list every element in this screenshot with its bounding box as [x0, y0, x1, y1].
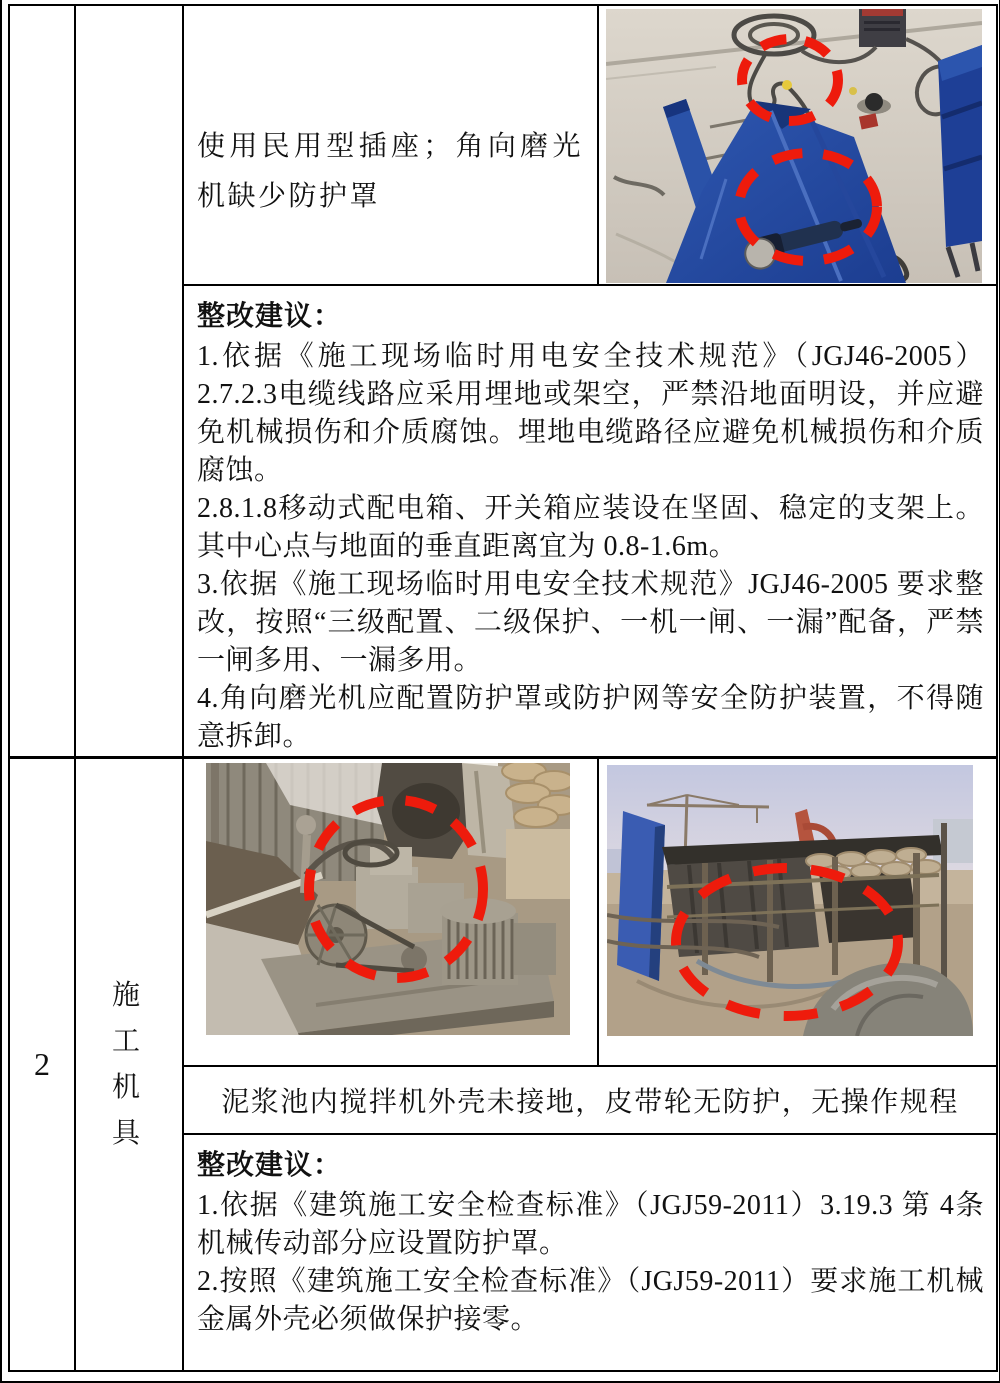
issue-photo-cell-right — [599, 759, 996, 1065]
recommendation-title: 整改建议： — [197, 1150, 343, 1181]
recommendation-section — [184, 286, 996, 756]
content-cell — [184, 6, 996, 756]
issue-photos-section — [184, 759, 996, 1067]
row-index: 2 — [34, 1046, 50, 1082]
issue-description: 泥浆池内搅拌机外壳未接地，皮带轮无防护，无操作规程 — [184, 1067, 996, 1135]
safety-inspection-table — [8, 4, 998, 1372]
category-label: 施工机具 — [111, 979, 146, 1149]
index-cell — [10, 759, 76, 1370]
recommendation-item: 1.依据《建筑施工安全检查标准》（JGJ59-2011）3.19.3 第 4条机械传动部分应设置防护罩。 — [197, 1190, 984, 1259]
issue-photo-cell-left — [184, 759, 599, 1065]
category-cell-empty — [76, 6, 184, 756]
category-cell — [76, 759, 184, 1370]
issue-photo-cell — [599, 6, 996, 284]
index-cell-empty — [10, 6, 76, 756]
issue-description: 使用民用型插座；角向磨光机缺少防护罩 — [184, 6, 599, 284]
recommendation-item: 3.依据《施工现场临时用电安全技术规范》JGJ46-2005 要求整改，按照“三级配置、二级保护、一机一闸、一漏”配备，严禁一闸多用、一漏多用。 — [197, 569, 984, 676]
recommendation-item: 2.8.1.8移动式配电箱、开关箱应装设在坚固、稳定的支架上。其中心点与地面的垂直距离宜为 0.8-1.6m。 — [197, 493, 984, 562]
recommendation-section — [184, 1135, 996, 1370]
table-row-machinery — [10, 759, 996, 1370]
recommendation-item: 1.依据《施工现场临时用电安全技术规范》（JGJ46-2005）2.7.2.3电缆线路应采用埋地或架空，严禁沿地面明设，并应避免机械损伤和介质腐蚀。埋地电缆路径应避免机械损伤和介质腐蚀。 — [197, 341, 984, 486]
issue-section — [184, 6, 996, 286]
content-cell — [184, 759, 996, 1370]
recommendation-item: 2.按照《建筑施工安全检查标准》（JGJ59-2011）要求施工机械金属外壳必须做保护接零。 — [197, 1266, 984, 1335]
recommendation-title: 整改建议： — [197, 301, 343, 332]
recommendation-item: 4.角向磨光机应配置防护罩或防护网等安全防护装置，不得随意拆卸。 — [197, 683, 984, 752]
site-photo-mixer-belt — [206, 763, 570, 1035]
table-row-electrical — [10, 6, 996, 759]
site-photo-socket-grinder — [606, 9, 982, 283]
site-photo-slurry-pit — [607, 765, 973, 1036]
